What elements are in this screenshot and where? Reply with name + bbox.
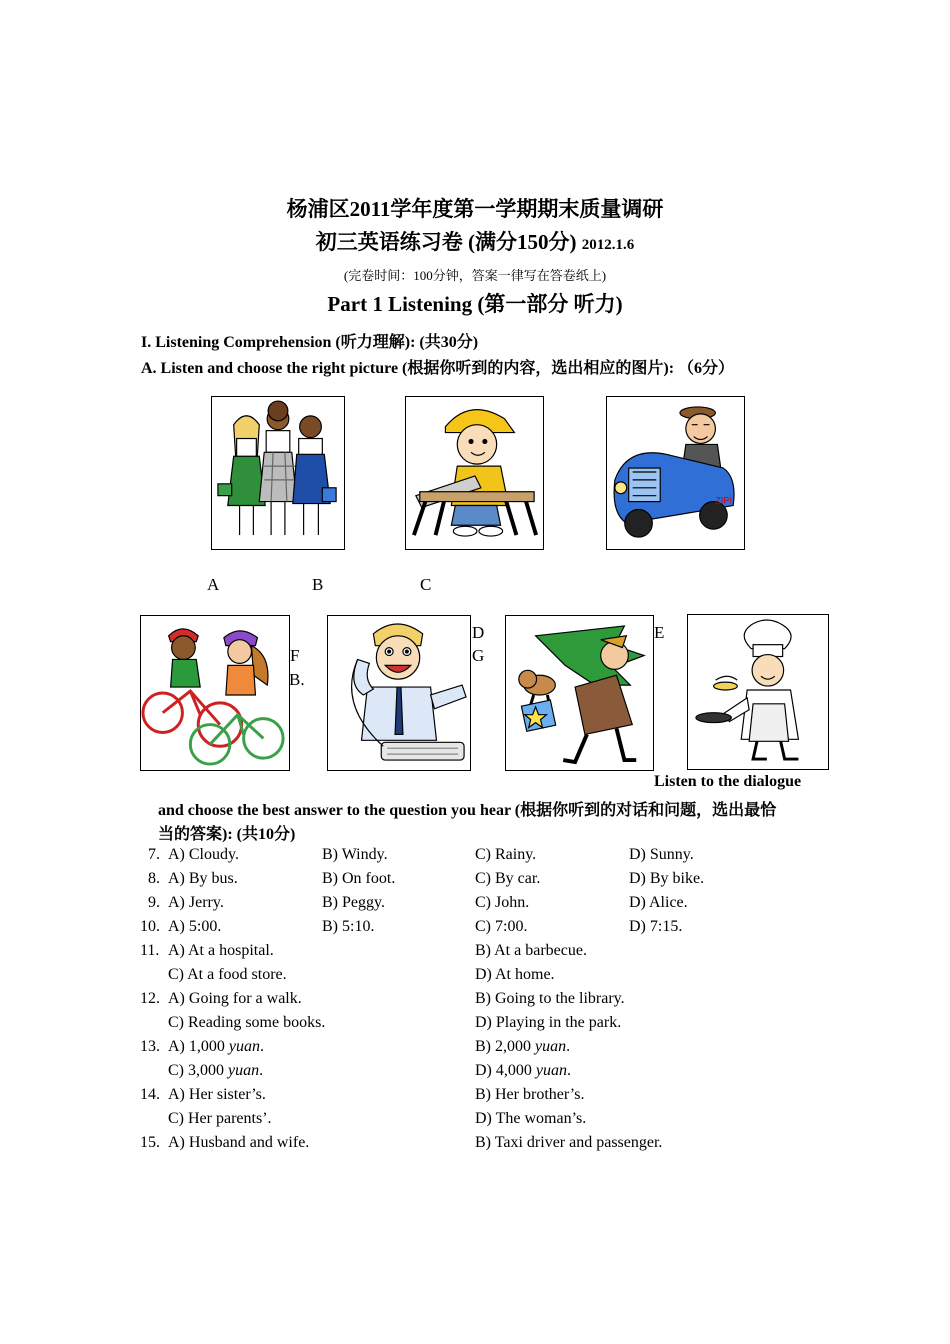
option-b (475, 1038, 570, 1056)
exam-date: 2012.1.6 (581, 237, 635, 253)
cyclists-icon (140, 615, 290, 771)
question-number: 15. (140, 1134, 160, 1151)
question-number: 9. (148, 894, 160, 911)
question-number: 7. (148, 846, 160, 863)
option-d-amount: D) 4,000 (475, 1062, 536, 1079)
option-b: B) Peggy. (322, 894, 385, 911)
option-c: C) 7:00. (475, 918, 528, 935)
option-a-amount: A) 1,000 (168, 1038, 229, 1055)
picture-label-b: B (312, 575, 324, 594)
picture-label-c: C (420, 575, 432, 594)
option-a: A) 5:00. (168, 918, 222, 935)
option-d (475, 1062, 571, 1080)
option-b: B) Taxi driver and passenger. (475, 1134, 663, 1151)
currency-unit: yuan (535, 1062, 567, 1079)
schoolgirls-icon (211, 396, 345, 550)
picture-label-d: D (472, 623, 485, 642)
option-d: D) Sunny. (629, 846, 694, 863)
picture-label-f: F (290, 646, 300, 665)
option-b: B) Her brother’s. (475, 1086, 585, 1103)
period: . (566, 1038, 571, 1055)
option-a: A) By bus. (168, 870, 238, 887)
option-c: C) Rainy. (475, 846, 537, 863)
picture-label-a: A (207, 575, 220, 594)
period: . (260, 1038, 264, 1055)
option-b: B) Going to the library. (475, 990, 625, 1007)
section-b-instruction-2: and choose the best answer to the question you hear (根据你听到的对话和问题，选出最恰 (158, 802, 777, 819)
exam-subtitle (0, 226, 950, 256)
currency-unit: yuan (535, 1038, 567, 1055)
option-b-amount: B) 2,000 (475, 1038, 535, 1055)
option-d: D) By bike. (629, 870, 705, 887)
option-c: C) Her parents’. (168, 1110, 272, 1127)
option-d: D) At home. (475, 966, 555, 983)
svg-text:ZIP!: ZIP! (715, 495, 732, 506)
option-d: D) Playing in the park. (475, 1014, 622, 1031)
option-c: C) John. (475, 894, 530, 911)
exam-subtitle-text: 初三英语练习卷 (满分150分) (315, 230, 577, 254)
question-number: 8. (148, 870, 160, 887)
option-a: A) Going for a walk. (168, 990, 302, 1007)
option-c: C) By car. (475, 870, 541, 887)
section-b-instruction-3: 当的答案): (共10分) (158, 826, 296, 843)
option-b: B) Windy. (322, 846, 388, 863)
option-a: A) At a hospital. (168, 942, 274, 959)
option-b: B) On foot. (322, 870, 396, 887)
option-d: D) The woman’s. (475, 1110, 587, 1127)
section-b-instruction-1: Listen to the dialogue (654, 773, 802, 790)
option-a: A) Cloudy. (168, 846, 239, 863)
question-number: 13. (140, 1038, 160, 1055)
option-b: B) 5:10. (322, 918, 375, 935)
phone-man-icon (327, 615, 471, 771)
carpenter-boy-icon (405, 396, 544, 550)
option-a (168, 1038, 264, 1056)
exam-title: 杨浦区2011学年度第一学期期末质量调研 (286, 197, 664, 221)
question-number: 10. (140, 918, 160, 935)
question-number: 14. (140, 1086, 160, 1103)
picture-label-b2: B. (289, 670, 305, 689)
option-d: D) 7:15. (629, 918, 683, 935)
option-b: B) At a barbecue. (475, 942, 587, 959)
driver-car-icon (606, 396, 745, 550)
part-title: Part 1 Listening (第一部分 听力) (327, 292, 623, 316)
question-number: 12. (140, 990, 160, 1007)
section-a-instruction: A. Listen and choose the right picture (根据你听到的内容，选出相应的图片): （6分） (141, 360, 735, 377)
period: . (259, 1062, 264, 1079)
picture-label-e: E (654, 623, 665, 642)
option-a: A) Husband and wife. (168, 1134, 310, 1151)
question-number: 11. (140, 942, 160, 959)
option-a: A) Jerry. (168, 894, 224, 911)
option-c (168, 1062, 263, 1080)
chef-icon (687, 614, 829, 770)
option-d: D) Alice. (629, 894, 688, 911)
picture-label-g: G (472, 646, 485, 665)
period: . (567, 1062, 571, 1079)
option-c-amount: C) 3,000 (168, 1062, 228, 1079)
currency-unit: yuan (228, 1062, 260, 1079)
exam-note: (完卷时间：100分钟，答案一律写在答卷纸上) (343, 268, 607, 283)
currency-unit: yuan (228, 1038, 260, 1055)
section-heading: I. Listening Comprehension (听力理解): (共30分) (141, 334, 479, 351)
option-c: C) At a food store. (168, 966, 287, 983)
option-c: C) Reading some books. (168, 1014, 326, 1031)
option-a: A) Her sister’s. (168, 1086, 266, 1103)
tree-dog-icon (505, 615, 654, 771)
